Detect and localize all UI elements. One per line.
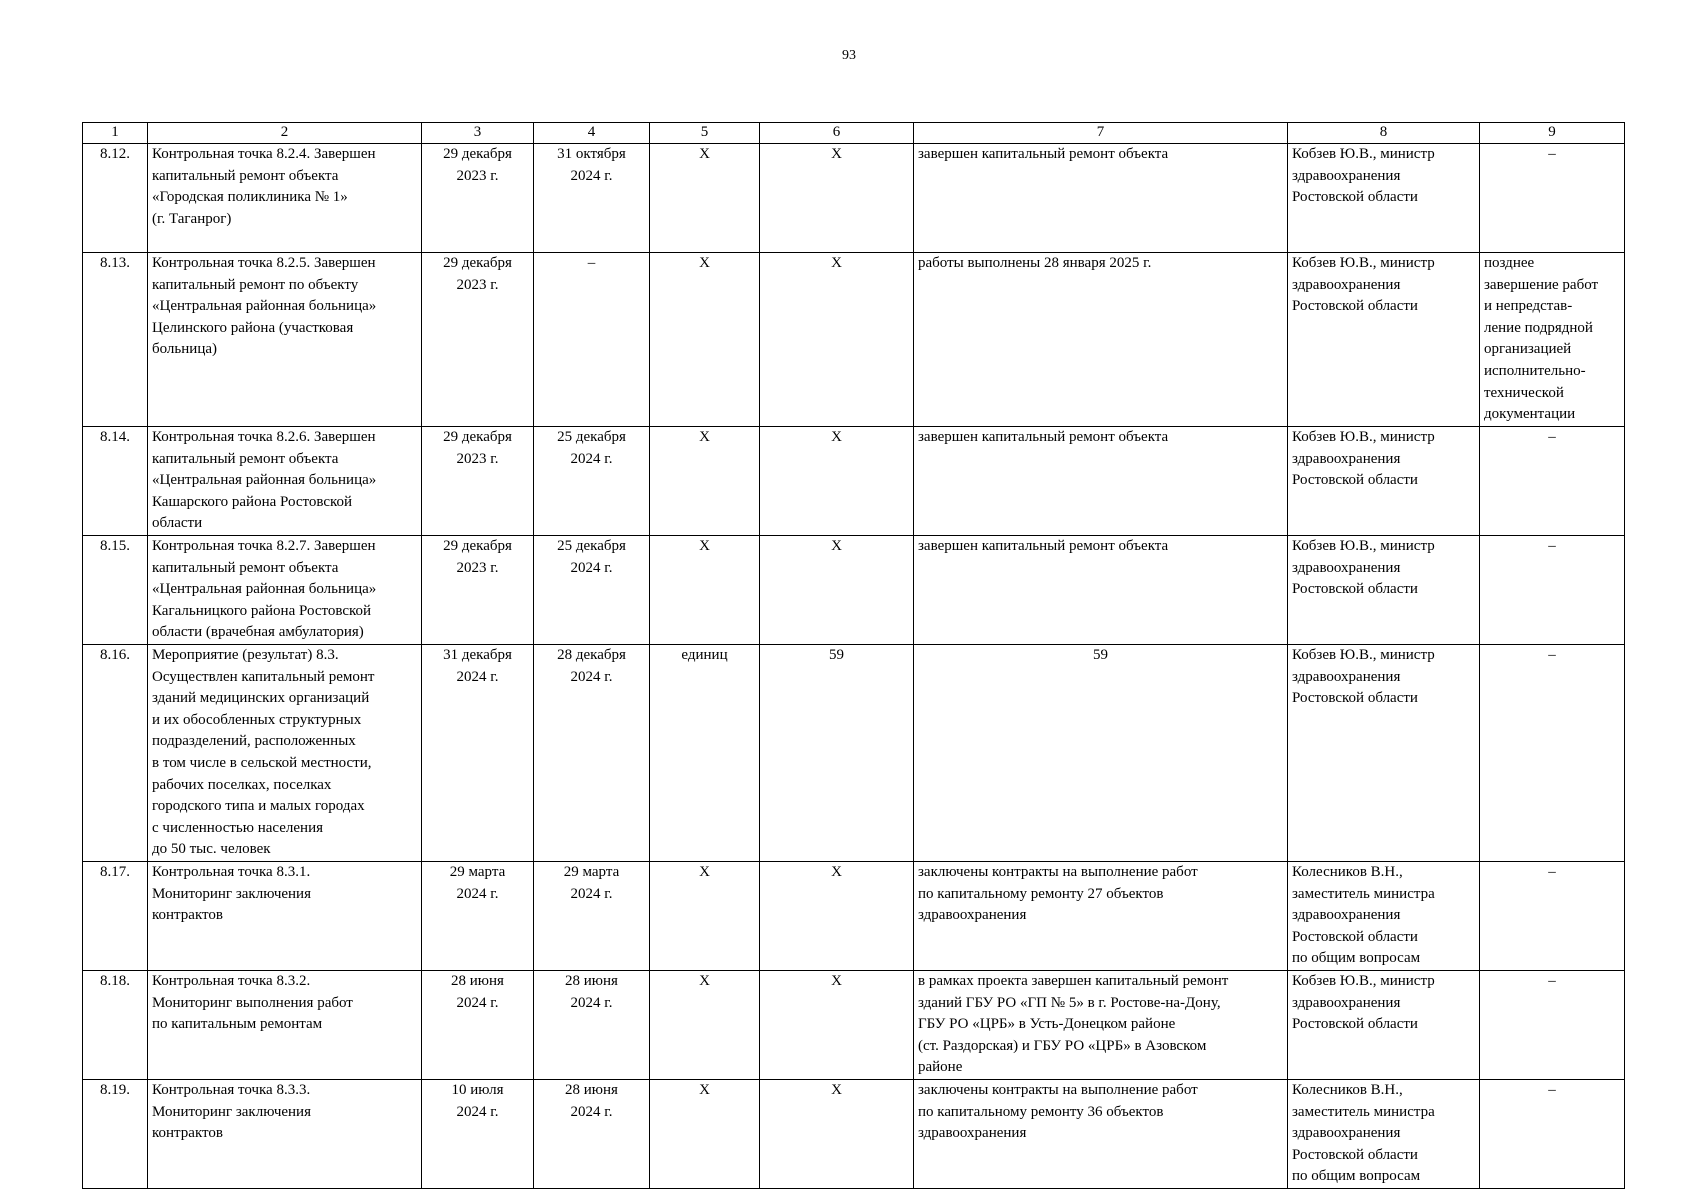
row-plan-date: 29 декабря 2023 г. xyxy=(422,536,534,645)
row-unit: единиц xyxy=(650,645,760,862)
row-number: 8.19. xyxy=(83,1080,148,1189)
row-responsible: Колесников В.Н., заместитель министра здравоохранения Ростовской области по общим вопросам xyxy=(1288,862,1480,971)
row-result: завершен капитальный ремонт объекта xyxy=(914,144,1288,253)
row-number: 8.13. xyxy=(83,253,148,427)
column-header: 5 xyxy=(650,123,760,144)
row-unit: X xyxy=(650,971,760,1080)
row-name: Контрольная точка 8.2.5. Завершен капитальный ремонт по объекту «Центральная районная больница» Целинского района (участковая больница) xyxy=(148,253,422,427)
table-row xyxy=(83,144,1625,253)
row-number: 8.18. xyxy=(83,971,148,1080)
row-plan-value: 59 xyxy=(760,645,914,862)
column-header: 9 xyxy=(1480,123,1625,144)
row-plan-value: X xyxy=(760,144,914,253)
column-header: 7 xyxy=(914,123,1288,144)
table-row xyxy=(83,253,1625,427)
row-plan-value: X xyxy=(760,536,914,645)
row-name: Контрольная точка 8.3.3. Мониторинг заключения контрактов xyxy=(148,1080,422,1189)
row-note: – xyxy=(1480,1080,1625,1189)
row-fact-date: 28 июня 2024 г. xyxy=(534,1080,650,1189)
row-responsible: Кобзев Ю.В., министр здравоохранения Ростовской области xyxy=(1288,645,1480,862)
row-plan-value: X xyxy=(760,971,914,1080)
row-fact-date: 25 декабря 2024 г. xyxy=(534,427,650,536)
row-number: 8.16. xyxy=(83,645,148,862)
row-plan-date: 10 июля 2024 г. xyxy=(422,1080,534,1189)
row-fact-date: 31 октября 2024 г. xyxy=(534,144,650,253)
row-responsible: Колесников В.Н., заместитель министра здравоохранения Ростовской области по общим вопросам xyxy=(1288,1080,1480,1189)
row-unit: X xyxy=(650,862,760,971)
row-fact-date: 25 декабря 2024 г. xyxy=(534,536,650,645)
column-header: 4 xyxy=(534,123,650,144)
table-header-row xyxy=(83,123,1625,144)
row-plan-value: X xyxy=(760,427,914,536)
row-fact-date: 29 марта 2024 г. xyxy=(534,862,650,971)
row-fact-date: – xyxy=(534,253,650,427)
row-plan-date: 29 декабря 2023 г. xyxy=(422,253,534,427)
row-plan-date: 28 июня 2024 г. xyxy=(422,971,534,1080)
row-result: в рамках проекта завершен капитальный ремонт зданий ГБУ РО «ГП № 5» в г. Ростове-на-Дону, ГБУ РО «ЦРБ» в Усть-Донецком районе (ст. Раздорская) и ГБУ РО «ЦРБ» в Азовском районе xyxy=(914,971,1288,1080)
row-responsible: Кобзев Ю.В., министр здравоохранения Ростовской области xyxy=(1288,144,1480,253)
table-row xyxy=(83,536,1625,645)
row-result: работы выполнены 28 января 2025 г. xyxy=(914,253,1288,427)
row-unit: X xyxy=(650,1080,760,1189)
row-note: – xyxy=(1480,536,1625,645)
row-note: – xyxy=(1480,862,1625,971)
row-unit: X xyxy=(650,144,760,253)
table-row xyxy=(83,971,1625,1080)
column-header: 2 xyxy=(148,123,422,144)
row-name: Мероприятие (результат) 8.3. Осуществлен капитальный ремонт зданий медицинских организаций и их обособленных структурных подразделений, расположенных в том числе в сельской местности, рабочих поселках, поселках городского типа и малых городах с численностью населения до 50 тыс. человек xyxy=(148,645,422,862)
page-number: 93 xyxy=(842,48,856,63)
row-note: позднее завершение работ и непредстав- ление подрядной организацией исполнительно- технической документации xyxy=(1480,253,1625,427)
row-unit: X xyxy=(650,427,760,536)
row-number: 8.14. xyxy=(83,427,148,536)
row-plan-value: X xyxy=(760,862,914,971)
row-plan-value: X xyxy=(760,1080,914,1189)
row-result: заключены контракты на выполнение работ по капитальному ремонту 36 объектов здравоохранения xyxy=(914,1080,1288,1189)
row-unit: X xyxy=(650,536,760,645)
row-fact-date: 28 июня 2024 г. xyxy=(534,971,650,1080)
row-result: завершен капитальный ремонт объекта xyxy=(914,427,1288,536)
row-plan-date: 29 декабря 2023 г. xyxy=(422,144,534,253)
row-number: 8.12. xyxy=(83,144,148,253)
row-name: Контрольная точка 8.3.1. Мониторинг заключения контрактов xyxy=(148,862,422,971)
row-fact-date: 28 декабря 2024 г. xyxy=(534,645,650,862)
report-table xyxy=(82,122,1625,1189)
column-header: 3 xyxy=(422,123,534,144)
row-number: 8.15. xyxy=(83,536,148,645)
row-responsible: Кобзев Ю.В., министр здравоохранения Ростовской области xyxy=(1288,253,1480,427)
row-name: Контрольная точка 8.3.2. Мониторинг выполнения работ по капитальным ремонтам xyxy=(148,971,422,1080)
column-header: 6 xyxy=(760,123,914,144)
table-row xyxy=(83,427,1625,536)
row-responsible: Кобзев Ю.В., министр здравоохранения Ростовской области xyxy=(1288,971,1480,1080)
row-name: Контрольная точка 8.2.7. Завершен капитальный ремонт объекта «Центральная районная больница» Кагальницкого района Ростовской области (врачебная амбулатория) xyxy=(148,536,422,645)
row-result: заключены контракты на выполнение работ по капитальному ремонту 27 объектов здравоохранения xyxy=(914,862,1288,971)
row-note: – xyxy=(1480,144,1625,253)
row-result: завершен капитальный ремонт объекта xyxy=(914,536,1288,645)
row-name: Контрольная точка 8.2.4. Завершен капитальный ремонт объекта «Городская поликлиника № 1» (г. Таганрог) xyxy=(148,144,422,253)
row-note: – xyxy=(1480,427,1625,536)
row-note: – xyxy=(1480,645,1625,862)
row-responsible: Кобзев Ю.В., министр здравоохранения Ростовской области xyxy=(1288,427,1480,536)
row-unit: X xyxy=(650,253,760,427)
column-header: 1 xyxy=(83,123,148,144)
row-plan-value: X xyxy=(760,253,914,427)
row-name: Контрольная точка 8.2.6. Завершен капитальный ремонт объекта «Центральная районная больница» Кашарского района Ростовской области xyxy=(148,427,422,536)
row-result: 59 xyxy=(914,645,1288,862)
row-plan-date: 31 декабря 2024 г. xyxy=(422,645,534,862)
row-plan-date: 29 декабря 2023 г. xyxy=(422,427,534,536)
row-number: 8.17. xyxy=(83,862,148,971)
table-row xyxy=(83,645,1625,862)
table-row xyxy=(83,1080,1625,1189)
column-header: 8 xyxy=(1288,123,1480,144)
row-responsible: Кобзев Ю.В., министр здравоохранения Ростовской области xyxy=(1288,536,1480,645)
table-row xyxy=(83,862,1625,971)
row-plan-date: 29 марта 2024 г. xyxy=(422,862,534,971)
row-note: – xyxy=(1480,971,1625,1080)
